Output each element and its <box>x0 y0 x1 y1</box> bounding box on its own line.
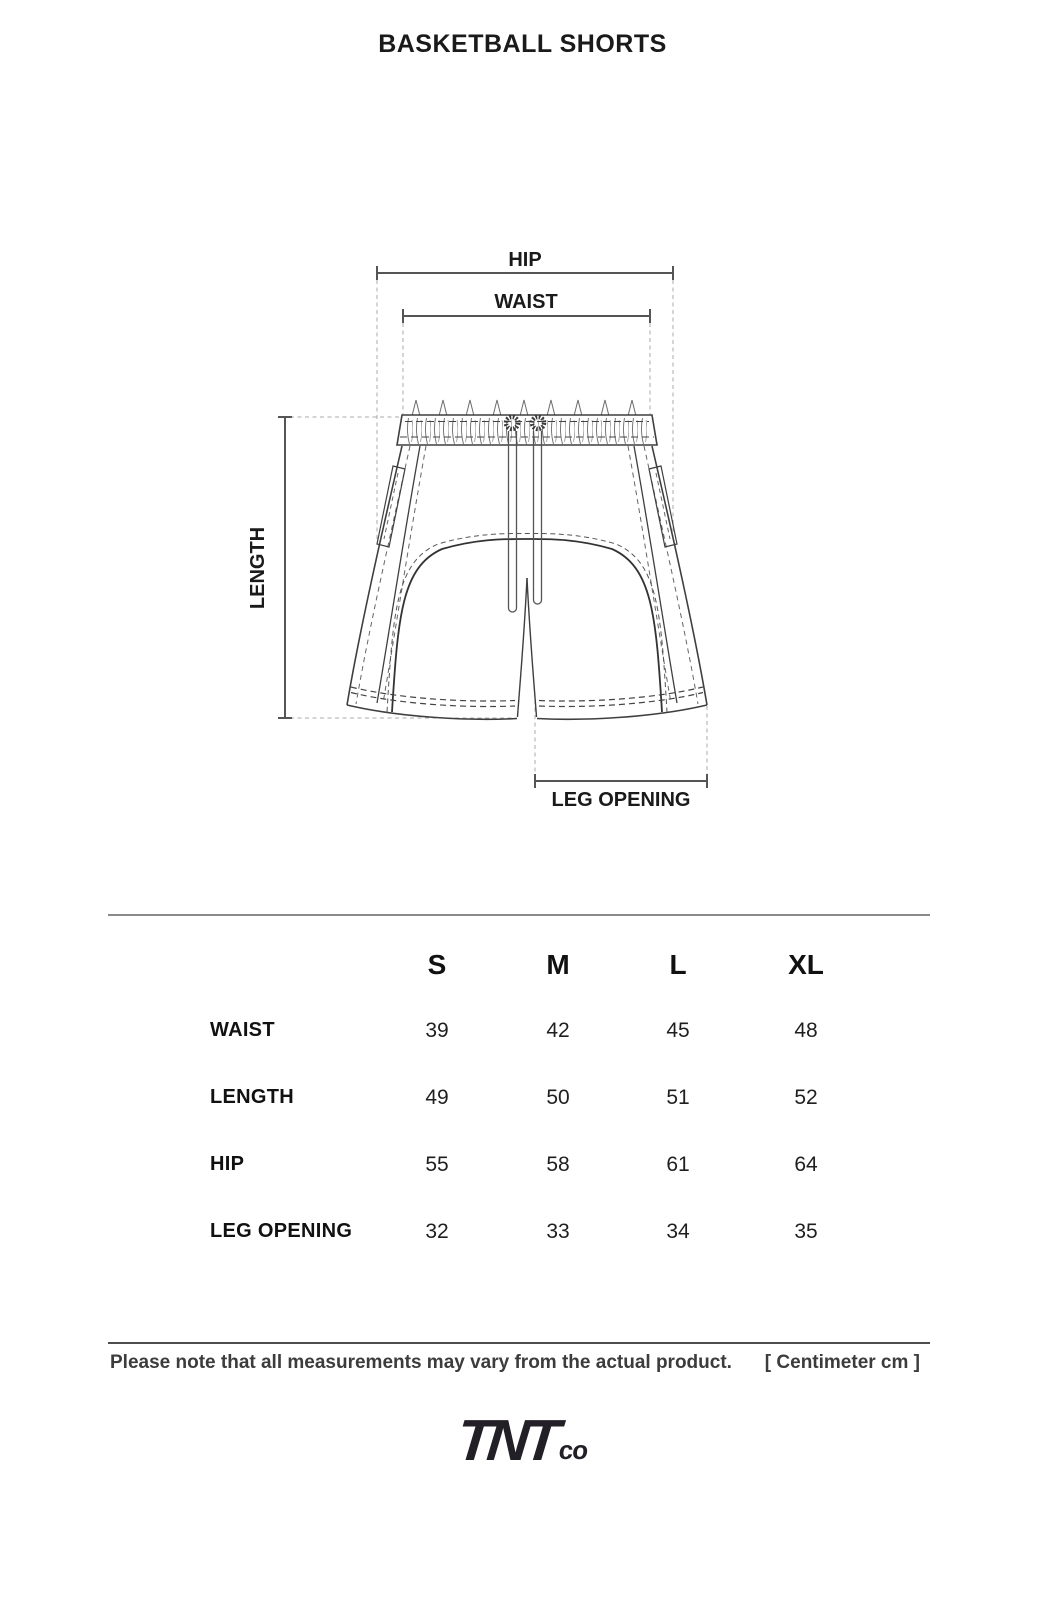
measurement-disclaimer: Please note that all measurements may vary from the actual product. <box>110 1352 732 1373</box>
column-header-l: L <box>669 949 687 980</box>
cord-left <box>509 431 517 612</box>
row-label-length: LENGTH <box>210 1086 295 1108</box>
shorts-technical-drawing <box>240 230 780 830</box>
guide-lines <box>290 280 707 774</box>
length-value-m: 50 <box>546 1085 570 1109</box>
length-dimension <box>278 417 292 718</box>
waist-value-xl: 48 <box>794 1018 818 1042</box>
waistband <box>397 399 657 445</box>
leg-opening-dimension <box>535 774 707 788</box>
column-header-m: M <box>546 949 570 980</box>
length-value-l: 51 <box>666 1085 690 1109</box>
logo-suffix: co <box>557 1435 590 1465</box>
corner-cell <box>108 930 378 1000</box>
table-top-divider <box>108 914 930 916</box>
row-label-waist: WAIST <box>210 1019 275 1041</box>
logo-text: TNT <box>454 1408 559 1473</box>
unit-indicator: [ Centimeter cm ] <box>764 1352 920 1373</box>
page-title: BASKETBALL SHORTS <box>378 30 667 58</box>
hem-stitching <box>351 687 703 707</box>
hip-value-xl: 64 <box>794 1152 818 1176</box>
yoke-curve <box>387 533 667 712</box>
brand-logo <box>0 1408 1045 1473</box>
column-header-s: S <box>427 949 447 980</box>
table-bottom-divider <box>108 1342 930 1344</box>
leg-opening-dimension-label: LEG OPENING <box>551 789 691 811</box>
elastic-spikes <box>406 399 646 416</box>
leg-opening-value-xl: 35 <box>794 1219 818 1243</box>
length-value-s: 49 <box>425 1085 449 1109</box>
leg-opening-value-s: 32 <box>425 1219 449 1243</box>
size-table <box>108 930 930 1265</box>
length-value-xl: 52 <box>794 1085 818 1109</box>
leg-opening-value-m: 33 <box>546 1219 570 1243</box>
row-label-leg-opening: LEG OPENING <box>210 1220 353 1242</box>
pocket-welts <box>377 466 677 547</box>
side-panel-seams <box>356 446 698 704</box>
waist-value-l: 45 <box>666 1018 690 1042</box>
waist-value-s: 39 <box>425 1018 449 1042</box>
length-dimension-label: LENGTH <box>247 526 269 610</box>
footer-note-bar <box>110 1352 920 1374</box>
leg-opening-value-l: 34 <box>666 1219 690 1243</box>
drawstring <box>506 417 544 612</box>
hip-value-l: 61 <box>666 1152 690 1176</box>
waist-dimension-label: WAIST <box>494 291 558 313</box>
waist-value-m: 42 <box>546 1018 570 1042</box>
row-label-hip: HIP <box>210 1153 245 1175</box>
column-header-xl: XL <box>788 949 824 980</box>
hip-value-m: 58 <box>546 1152 570 1176</box>
hip-dimension-label: HIP <box>508 249 542 271</box>
hip-value-s: 55 <box>425 1152 449 1176</box>
cord-right <box>534 431 542 604</box>
